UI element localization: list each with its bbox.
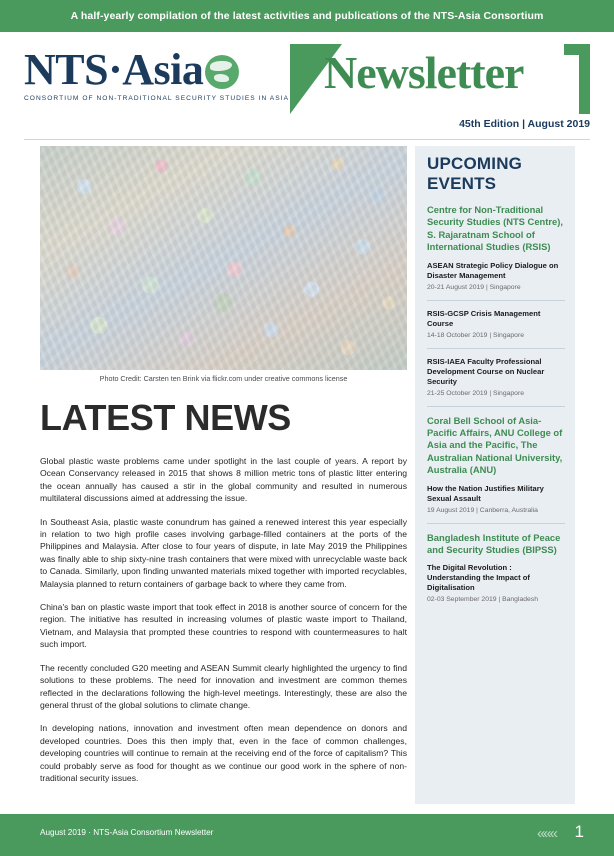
divider bbox=[427, 406, 565, 407]
page-title: LATEST NEWS bbox=[40, 397, 291, 438]
list-item[interactable] bbox=[427, 309, 565, 340]
event-meta: 14-18 October 2019 | Singapore bbox=[427, 331, 524, 339]
top-banner bbox=[0, 0, 614, 32]
event-group-organisation: Bangladesh Institute of Peace and Security Studies (BIPSS) bbox=[427, 531, 561, 556]
event-title: RSIS-IAEA Faculty Professional Development Course on Nuclear Security bbox=[427, 356, 545, 386]
article-column bbox=[40, 146, 407, 795]
footer-text: August 2019 · NTS-Asia Consortium Newsletter bbox=[40, 828, 214, 837]
edition-label: 45th Edition | August 2019 bbox=[459, 118, 590, 130]
event-title: The Digital Revolution : Understanding the Impact of Digitalisation bbox=[427, 563, 530, 593]
newsletter-wordmark bbox=[290, 44, 590, 114]
photo-credit: Photo Credit: Carsten ten Brink via flickr.com under creative commons license bbox=[99, 374, 348, 383]
divider bbox=[427, 348, 565, 349]
masthead bbox=[0, 32, 614, 138]
event-meta: 20-21 August 2019 | Singapore bbox=[427, 283, 521, 291]
logo-subtitle: CONSORTIUM OF NON-TRADITIONAL SECURITY STUDIES IN ASIA bbox=[24, 95, 290, 102]
logo-wordmark bbox=[24, 46, 294, 94]
event-group-organisation: Centre for Non-Traditional Security Studies (NTS Centre), S. Rajaratnam School of International Studies (RSIS) bbox=[427, 204, 563, 253]
plastic-waste-photo bbox=[40, 146, 407, 370]
divider bbox=[427, 300, 565, 301]
globe-icon bbox=[205, 55, 239, 89]
nts-asia-logo bbox=[24, 46, 294, 102]
logo-separator: · bbox=[108, 45, 123, 94]
event-meta: 19 August 2019 | Canberra, Australia bbox=[427, 506, 538, 514]
content-area bbox=[0, 146, 614, 814]
page-footer bbox=[0, 814, 614, 856]
hero-image-wrapper bbox=[40, 146, 407, 389]
banner-text: A half-yearly compilation of the latest activities and publications of the NTS-Asia Consortium bbox=[70, 10, 544, 22]
list-item[interactable] bbox=[427, 357, 565, 398]
event-meta: 02-03 September 2019 | Bangladesh bbox=[427, 596, 538, 604]
article-paragraph: Global plastic waste problems came under spotlight in the last couple of years. A report by Ocean Conservancy released in 2015 that shows 8 million metric tons of plastic litter entering the ocean annually has caused a stir in the global community and resulted in numerous multilateral discussions aimed at addressing the issue. bbox=[40, 456, 407, 504]
upcoming-events-sidebar bbox=[415, 146, 575, 804]
page-number: 1 bbox=[574, 822, 584, 841]
event-title: ASEAN Strategic Policy Dialogue on Disaster Management bbox=[427, 260, 559, 280]
event-meta: 21-25 October 2019 | Singapore bbox=[427, 389, 524, 397]
bracket-right-decoration bbox=[564, 44, 590, 114]
divider bbox=[427, 523, 565, 524]
article-paragraph: In developing nations, innovation and investment often mean dependence on donors and developed countries. Does this then imply that, even in the face of common challenges, developing countries will continue to remain at the receiving end of the force of capitalism? This could probably serve as food for thought as we continue our good work in the sphere of non-traditional security issues. bbox=[40, 723, 407, 783]
sidebar-title: UPCOMING EVENTS bbox=[427, 154, 523, 193]
list-item[interactable] bbox=[427, 484, 565, 515]
event-group-organisation: Coral Bell School of Asia-Pacific Affairs, ANU College of Asia and the Pacific, The Australian National University, Australia (ANU) bbox=[427, 414, 563, 476]
article-paragraph: The recently concluded G20 meeting and ASEAN Summit clearly highlighted the urgency to find solutions to these problems. The need for innovation and investment are common themes reflected in the declarations following the high-level meetings. Interestingly, these are also the general thrust of the global solutions to climate change. bbox=[40, 662, 407, 710]
event-group bbox=[427, 532, 565, 605]
newsletter-word: Newsletter bbox=[324, 47, 524, 98]
event-group bbox=[427, 415, 565, 515]
list-item[interactable] bbox=[427, 563, 565, 604]
logo-title-2: Asia bbox=[122, 45, 204, 94]
logo-title: NTS bbox=[24, 45, 109, 94]
masthead-divider bbox=[24, 139, 590, 140]
article-paragraph: China's ban on plastic waste import that took effect in 2018 is another source of concern for the region. The initiative has resulted in increasing volumes of plastic waste import to Thailand, Vietnam, and Malaysia that prompted these countries to respond with countermeasures to halt such import. bbox=[40, 602, 407, 650]
list-item[interactable] bbox=[427, 261, 565, 292]
event-group bbox=[427, 204, 565, 398]
event-title: RSIS-GCSP Crisis Management Course bbox=[427, 308, 541, 328]
event-title: How the Nation Justifies Military Sexual Assault bbox=[427, 483, 544, 503]
article-paragraph: In Southeast Asia, plastic waste conundrum has gained a renewed interest this year especially in relation to two high profile cases involving garbage-filled containers at the ports of the Philippines and Malaysia. After close to four years of dispute, in late May 2019 the Philippines was finally able to ship sixty-nine trash containers that were mixed with unrecyclable waste back to Canada. Similarly, upon finding unwanted materials mixed together with imported recyclables, Malaysia planned to return containers of garbage back to where they came from. bbox=[40, 516, 407, 589]
previous-page-icon[interactable]: ««« bbox=[536, 825, 556, 842]
